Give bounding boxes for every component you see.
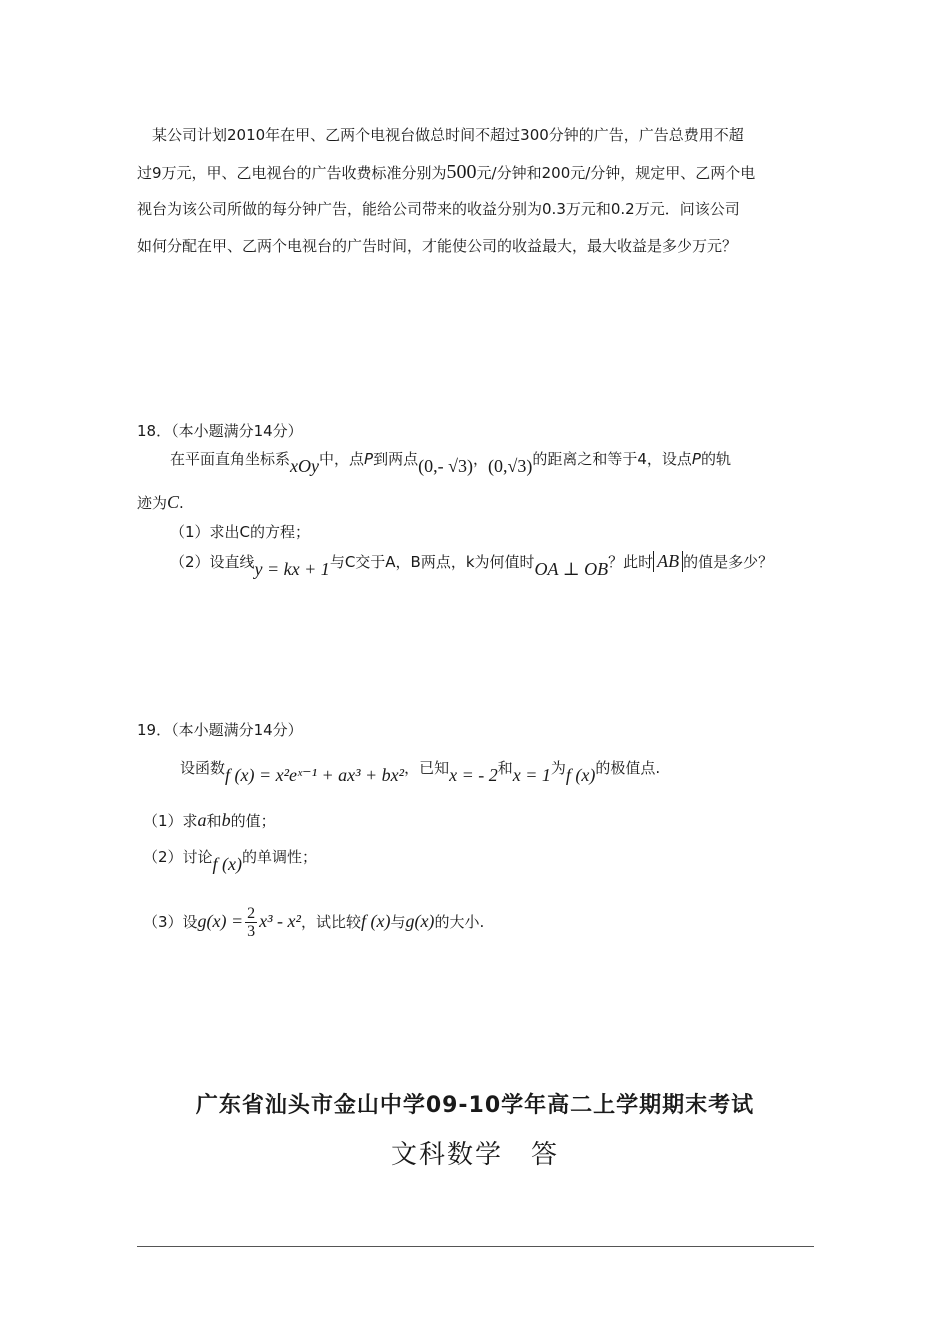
p18-line-1 [170,448,731,476]
p17-line-4: 如何分配在甲、乙两个电视台的广告时间，才能使公司的收益最大，最大收益是多少万元？ [137,237,738,255]
p18-question-2 [170,551,774,579]
p18-line-equation: y = kx + 1 [254,559,330,579]
p19-text-e: 的极值点. [595,759,661,777]
p18-curve-c: C [167,492,180,512]
p19-numerator: 2 [247,905,256,922]
divider-line [137,1246,814,1247]
p18-line-2 [137,492,184,513]
p18-point-p-2: P [691,450,701,468]
p19-fx: f (x) [565,765,596,785]
p19-q2-fx: f (x) [212,854,243,874]
p19-q3-a: （3）设 [143,913,198,931]
p19-text-c: 和 [497,759,513,777]
p19-var-b: b [221,810,231,830]
p17-line-2-a: 过9万元，甲、乙电视台的广告收费标准分别为 [137,164,447,182]
p17-line-2-b: 元/分钟和200元/分钟，规定甲、乙两个电 [476,164,756,182]
p18-text-d: 的距离之和等于4，设点 [532,450,692,468]
page-subtitle: 文科数学 答 [390,1140,559,1170]
p18-sep: ， [472,450,488,468]
p18-point-1: (0,- √3) [418,456,473,476]
p19-q3-b: ，试比较 [300,913,361,931]
p19-text-d: 为 [550,759,566,777]
p18-q2-a: （2）设直线 [170,553,255,571]
p18-text-c: 到两点 [373,450,419,468]
p19-fraction [245,905,257,940]
p18-q2-b: 与C交于A，B两点，k为何值时 [329,553,535,571]
p18-q2-d: 的值是多少？ [683,553,774,571]
p19-text-a: 设函数 [180,759,226,777]
p19-denominator: 3 [247,923,256,940]
p18-q2-c: ？此时 [608,553,654,571]
p19-q1-b: 和 [206,812,222,830]
p19-q3-c: 与 [390,913,406,931]
p19-q1-c: 的值； [230,812,276,830]
p18-question-1: （1）求出C的方程； [170,523,311,541]
page-title: 广东省汕头市金山中学09-10学年高二上学期期末考试 [195,1093,755,1118]
p18-perpendicular: OA ⊥ OB [534,559,609,579]
p19-q2-a: （2）讨论 [143,848,213,866]
p18-point-p: P [364,450,374,468]
p19-question-3 [143,905,484,940]
p17-price: 500 [446,161,477,183]
p19-q3-d: 的大小. [434,913,485,931]
p17-line-2 [137,154,755,192]
p18-point-2: (0,√3) [487,456,533,476]
p19-q1-a: （1）求 [143,812,198,830]
p18-trace-a: 迹为 [137,494,168,512]
p19-x2: x = 1 [512,765,551,785]
p19-text-b: ，已知 [404,759,450,777]
p18-text-b: 中，点 [319,450,365,468]
p19-x1: x = - 2 [449,765,498,785]
p18-trace-b: . [179,494,184,512]
p19-q3-gx: g(x) [405,911,435,931]
p18-header: 18．（本小题满分14分） [137,422,303,440]
p18-abs-ab: AB [653,551,683,572]
p19-line-1 [180,757,661,785]
p18-xoy: xOy [290,456,319,476]
p18-text-a: 在平面直角坐标系 [170,450,291,468]
p19-question-2 [143,846,318,874]
p17-line-1: 某公司计划2010年在甲、乙两个电视台做总时间不超过300分钟的广告，广告总费用不超 [152,126,744,144]
p19-var-a: a [197,810,207,830]
p19-q3-fx: f (x) [360,911,391,931]
p19-g-def: g(x) = [197,911,244,931]
p19-function: f (x) = x²eˣ⁻¹ + ax³ + bx² [225,765,405,785]
p19-g-rest: x³ - x² [259,911,301,931]
p17-line-3: 视台为该公司所做的每分钟广告，能给公司带来的收益分别为0.3万元和0.2万元．问该公司 [137,200,740,218]
p18-text-e: 的轨 [700,450,731,468]
p19-q2-b: 的单调性； [242,848,318,866]
p19-question-1 [143,810,276,831]
p19-header: 19．（本小题满分14分） [137,721,303,739]
